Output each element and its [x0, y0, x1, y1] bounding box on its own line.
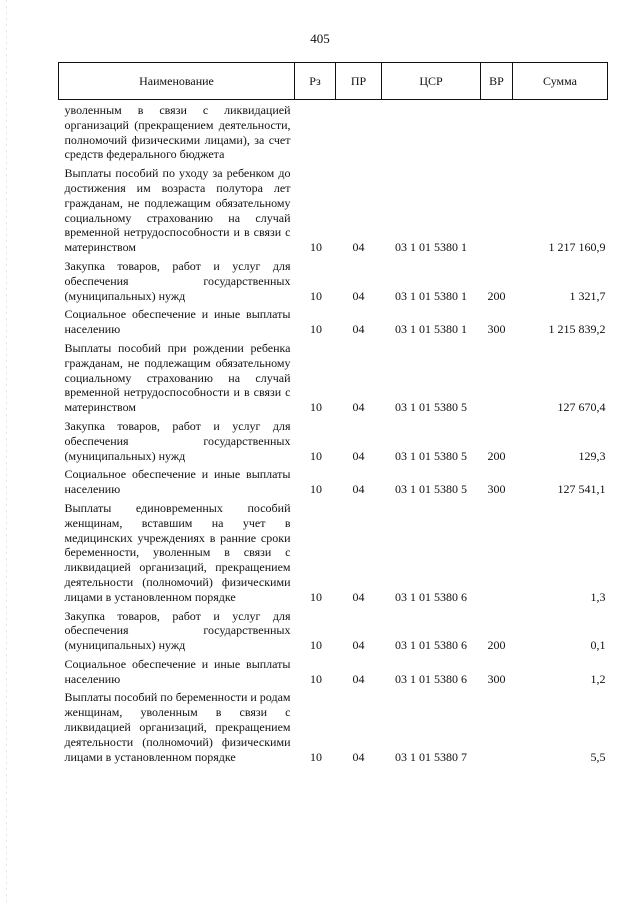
row-vr: 200	[487, 638, 506, 653]
row-pr: 04	[352, 240, 365, 255]
row-rz: 10	[310, 589, 322, 604]
row-sum	[513, 100, 608, 167]
row-rz: 10	[310, 400, 322, 415]
row-csr: 03 1 01 5380 1	[395, 322, 467, 337]
row-pr: 04	[352, 638, 365, 653]
row-sum: 127 670,4	[557, 400, 606, 415]
row-csr: 03 1 01 5380 5	[395, 482, 467, 497]
table-row	[59, 419, 608, 467]
row-pr: 04	[352, 448, 365, 463]
row-pr: 04	[352, 400, 365, 415]
table-header	[59, 63, 608, 100]
row-sum: 127 541,1	[557, 482, 606, 497]
row-vr: 300	[487, 482, 506, 497]
scan-margin-artifact	[6, 0, 7, 905]
row-pr: 04	[352, 671, 365, 686]
table-row	[59, 657, 608, 691]
row-name: Социальное обеспечение и иные выплаты населению	[64, 656, 291, 686]
header-name: Наименование	[59, 63, 295, 100]
row-sum: 1,2	[590, 671, 606, 686]
row-rz: 10	[310, 482, 322, 497]
row-pr: 04	[352, 322, 365, 337]
budget-table	[58, 62, 608, 768]
header-rz: Рз	[295, 63, 336, 100]
row-pr	[336, 100, 382, 167]
table-row	[59, 259, 608, 307]
row-rz: 10	[310, 448, 322, 463]
row-csr: 03 1 01 5380 6	[395, 638, 467, 653]
row-sum: 1,3	[590, 589, 606, 604]
row-name: Закупка товаров, работ и услуг для обеспечения государственных (муниципальных) нужд	[64, 258, 291, 303]
row-csr: 03 1 01 5380 1	[395, 240, 467, 255]
row-csr: 03 1 01 5380 5	[395, 400, 467, 415]
row-csr: 03 1 01 5380 5	[395, 448, 467, 463]
table-row	[59, 166, 608, 259]
row-sum: 5,5	[590, 749, 606, 764]
row-pr: 04	[352, 288, 365, 303]
row-vr: 200	[487, 288, 506, 303]
row-vr	[481, 501, 513, 609]
row-rz: 10	[310, 671, 322, 686]
row-rz: 10	[310, 749, 322, 764]
row-vr	[481, 341, 513, 419]
header-sum: Сумма	[513, 63, 608, 100]
row-name: Закупка товаров, работ и услуг для обеспечения государственных (муниципальных) нужд	[64, 418, 291, 463]
row-sum: 129,3	[578, 448, 606, 463]
row-vr	[481, 690, 513, 768]
table-row	[59, 467, 608, 501]
row-sum: 0,1	[590, 638, 606, 653]
row-name: Социальное обеспечение и иные выплаты населению	[64, 467, 291, 497]
header-vr: ВР	[481, 63, 513, 100]
row-rz: 10	[310, 322, 322, 337]
row-csr: 03 1 01 5380 6	[395, 671, 467, 686]
row-name: Выплаты пособий по уходу за ребенком до достижения им возраста полутора лет гражданам, не подлежащим обязательному социальному страхованию на случай временной нетрудоспособности и в связи с материнством	[64, 166, 291, 255]
row-csr: 03 1 01 5380 1	[395, 288, 467, 303]
row-vr: 200	[487, 448, 506, 463]
row-vr: 300	[487, 322, 506, 337]
row-csr: 03 1 01 5380 6	[395, 589, 467, 604]
row-name: Выплаты пособий при рождении ребенка гражданам, не подлежащим обязательному социальному страхованию на случай временной нетрудоспособности и в связи с материнством	[64, 340, 291, 415]
row-rz	[295, 100, 336, 167]
row-pr: 04	[352, 589, 365, 604]
row-name: Социальное обеспечение и иные выплаты населению	[64, 307, 291, 337]
row-sum: 1 321,7	[569, 288, 606, 303]
header-csr: ЦСР	[382, 63, 481, 100]
header-pr: ПР	[336, 63, 382, 100]
row-rz: 10	[310, 288, 322, 303]
row-csr	[382, 100, 481, 167]
row-csr: 03 1 01 5380 7	[395, 749, 467, 764]
row-sum: 1 215 839,2	[548, 322, 606, 337]
row-pr: 04	[352, 749, 365, 764]
row-pr: 04	[352, 482, 365, 497]
row-name: уволенным в связи с ликвидацией организаций (прекращением деятельности, полномочий физическими лицами), за счет средств федерального бюджета	[64, 103, 291, 162]
table-row	[59, 609, 608, 657]
row-vr: 300	[487, 671, 506, 686]
row-vr	[481, 166, 513, 259]
table-row	[59, 690, 608, 768]
row-name: Закупка товаров, работ и услуг для обеспечения государственных (муниципальных) нужд	[64, 608, 291, 653]
row-vr	[481, 100, 513, 167]
page-number: 405	[310, 31, 330, 46]
table-row	[59, 307, 608, 341]
table-row	[59, 341, 608, 419]
row-rz: 10	[310, 240, 322, 255]
table-body	[59, 100, 608, 769]
row-sum: 1 217 160,9	[548, 240, 606, 255]
table-row	[59, 100, 608, 167]
table-row	[59, 501, 608, 609]
row-name: Выплаты пособий по беременности и родам женщинам, уволенным в связи с ликвидацией организаций, прекращением деятельности (полномочий) физическими лицами в установленном порядке	[64, 690, 291, 764]
row-name: Выплаты единовременных пособий женщинам, вставшим на учет в медицинских учреждениях в ранние сроки беременности, уволенным в связи с ликвидацией организаций, прекращением деятельности (полномочий) физическими лицами в установленном порядке	[64, 500, 291, 604]
row-rz: 10	[310, 638, 322, 653]
